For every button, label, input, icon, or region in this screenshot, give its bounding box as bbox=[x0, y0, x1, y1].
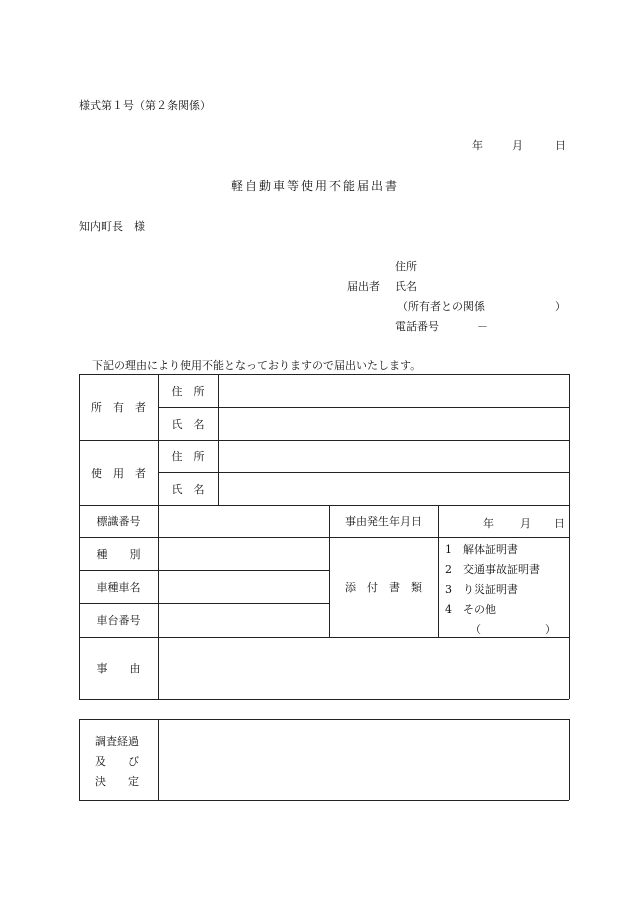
user-name-label: 氏 名 bbox=[171, 482, 205, 496]
page-title: 軽自動車等使用不能届出書 bbox=[230, 179, 399, 193]
vehicle-type-label: 種 別 bbox=[96, 547, 141, 561]
owner-address-field[interactable] bbox=[219, 375, 568, 406]
phone-dash: － bbox=[477, 320, 488, 333]
reason-field[interactable] bbox=[159, 638, 568, 698]
attachments-label: 添 付 書 類 bbox=[345, 581, 422, 594]
vehicle-type-field[interactable] bbox=[159, 538, 328, 569]
user-address-field[interactable] bbox=[219, 441, 568, 471]
investigation-label-line2: 及 び bbox=[95, 755, 139, 768]
form-number: 様式第１号（第２条関係） bbox=[79, 99, 211, 112]
owner-label: 所 有 者 bbox=[91, 401, 146, 414]
owner-name-label: 氏 名 bbox=[171, 417, 205, 431]
chassis-number-field[interactable] bbox=[159, 604, 328, 636]
reason-label: 事 由 bbox=[96, 662, 141, 675]
date-month-label: 月 bbox=[512, 139, 523, 152]
investigation-label-line1: 調査経過 bbox=[95, 735, 139, 748]
vehicle-model-label: 車種車名 bbox=[96, 580, 141, 594]
phone-label: 電話番号 bbox=[395, 320, 439, 333]
owner-address-label: 住 所 bbox=[171, 384, 205, 398]
incident-month-label: 月 bbox=[520, 517, 531, 530]
attachment-item: 4 その他 bbox=[445, 603, 496, 616]
attachment-item: 1 解体証明書 bbox=[445, 543, 518, 556]
other-close-paren: ） bbox=[545, 623, 556, 636]
date-day-label: 日 bbox=[555, 139, 566, 152]
investigation-field[interactable] bbox=[159, 720, 568, 799]
plate-number-field[interactable] bbox=[159, 506, 328, 536]
intro-text: 下記の理由により使用不能となっておりますので届出いたします。 bbox=[92, 359, 422, 372]
other-open-paren: （ bbox=[470, 623, 481, 636]
investigation-label-line3: 決 定 bbox=[95, 775, 139, 788]
notifier-label: 届出者 bbox=[347, 280, 380, 293]
date-year-label: 年 bbox=[472, 139, 483, 152]
addressee: 知内町長 様 bbox=[79, 220, 145, 233]
user-name-field[interactable] bbox=[219, 473, 568, 504]
vehicle-model-field[interactable] bbox=[159, 571, 328, 602]
applicant-name-label: 氏名 bbox=[395, 280, 417, 293]
owner-name-field[interactable] bbox=[219, 408, 568, 439]
attachment-item: 2 交通事故証明書 bbox=[445, 563, 540, 576]
plate-number-label: 標識番号 bbox=[96, 515, 141, 528]
relation-close: ） bbox=[555, 300, 566, 313]
user-label: 使 用 者 bbox=[91, 466, 146, 480]
user-address-label: 住 所 bbox=[171, 450, 205, 463]
relation-label: （所有者との関係 bbox=[397, 300, 485, 313]
incident-year-label: 年 bbox=[483, 517, 494, 530]
applicant-address-label: 住所 bbox=[395, 260, 417, 273]
attachment-item: 3 り災証明書 bbox=[445, 583, 518, 596]
chassis-number-label: 車台番号 bbox=[96, 614, 141, 627]
incident-day-label: 日 bbox=[554, 517, 565, 530]
incident-date-label: 事由発生年月日 bbox=[345, 515, 422, 528]
